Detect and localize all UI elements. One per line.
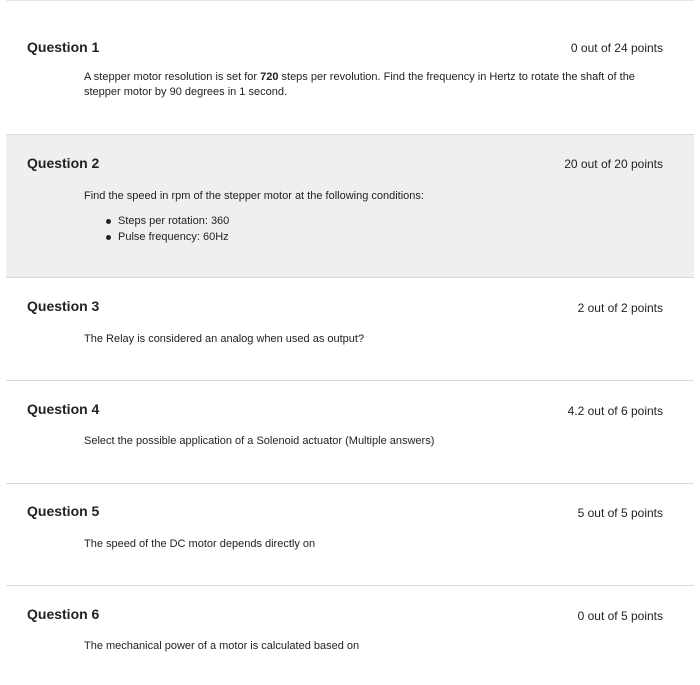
condition-list [84,213,229,245]
question-4 [6,381,694,484]
question-title: Question 6 [27,606,100,622]
question-5 [6,484,694,586]
question-score: 0 out of 24 points [570,41,663,55]
question-3 [6,278,694,381]
question-text-part: A stepper motor resolution is set for [84,71,261,83]
question-text: Select the possible application of a Solenoid actuator (Multiple answers) [84,435,435,447]
question-text: Find the speed in rpm of the stepper motor at the following conditions: [84,190,424,202]
question-score: 0 out of 5 points [577,609,663,623]
question-text-emphasis: 720 [260,71,279,83]
bullet-icon [106,235,111,240]
question-text: The Relay is considered an analog when used as output? [84,333,365,345]
question-title: Question 1 [27,39,100,55]
quiz-results [6,0,694,685]
question-text: The mechanical power of a motor is calculated based on [84,640,360,652]
list-item [84,213,229,229]
question-6 [6,586,694,685]
question-score: 20 out of 20 points [564,157,663,171]
question-1 [6,1,694,135]
question-score: 4.2 out of 6 points [567,404,663,418]
question-title: Question 4 [27,401,100,417]
question-text [84,70,674,100]
question-score: 2 out of 2 points [577,301,663,315]
question-title: Question 3 [27,298,100,314]
question-score: 5 out of 5 points [577,506,663,520]
bullet-icon [106,219,111,224]
question-title: Question 5 [27,503,100,519]
question-2 [6,135,694,278]
question-text-part: steps per revolution. Find the frequency in Hertz to rotate the shaft of the stepper motor by 90 degrees in 1 second. [84,71,635,98]
question-text: The speed of the DC motor depends directly on [84,538,316,550]
list-item-text: Steps per rotation: 360 [118,215,230,227]
question-title: Question 2 [27,155,100,171]
list-item [84,229,229,245]
list-item-text: Pulse frequency: 60Hz [118,231,229,243]
